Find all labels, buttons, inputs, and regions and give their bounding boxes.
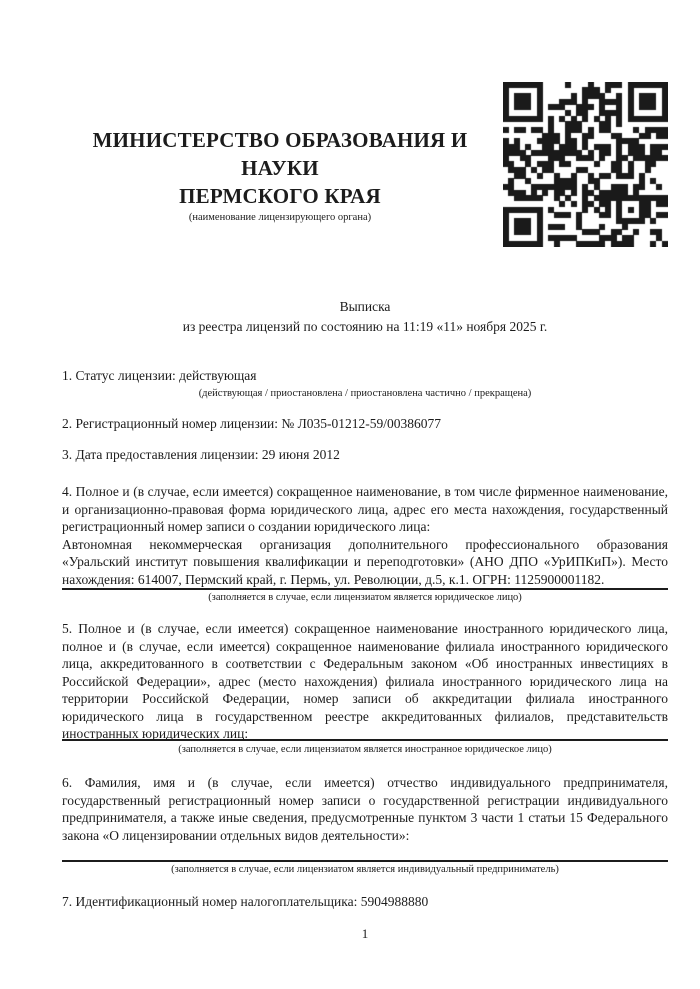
item-4-caption: (заполняется в случае, если лицензиатом является юридическое лицо): [208, 592, 522, 603]
item-4-licensee-value: Автономная некоммерческая организация дополнительного профессионального образования «Уральский институт повышения квалификации и переподготовки» (АНО ДПО «УрИПКиП»). Место нахождения: 614007, Пермский край, г. Пермь, ул. Революции, д.5, к.1. ОГРН: 1125900001182.: [62, 536, 668, 587]
item-6-entrepreneur: 6. Фамилия, имя и (в случае, если имеется) отчество индивидуального предпринимателя, государственный регистрационный номер записи о государственной регистрации индивидуального предпринимателя, а также иные сведения, предусмотренные пунктом 3 части 1 статьи 15 Федерального закона «О лицензировании отдельных видов деятельности»:: [62, 775, 668, 843]
ministry-name-line1: МИНИСТЕРСТВО ОБРАЗОВАНИЯ И НАУКИ: [92, 128, 468, 180]
item-6-caption: (заполняется в случае, если лицензиатом является индивидуальный предприниматель): [171, 864, 559, 875]
ministry-name-line2: ПЕРМСКОГО КРАЯ: [179, 184, 381, 208]
extract-date-line: из реестра лицензий по состоянию на 11:19 «11» ноября 2025 г.: [182, 318, 548, 334]
item-5-foreign-entity: 5. Полное и (в случае, если имеется) сокращенное наименование иностранного юридического лица, полное и (в случае, если имеется) сокращенное наименование филиала иностранного юридического лица, аккредитованного в соответствии с Федеральным законом «Об иностранных инвестициях в Российской Федерации», адрес (место нахождения) филиала иностранного юридического лица на территории Российской Федерации, номер записи об аккредитации филиала иностранного юридического лица в государственном реестре аккредитованных филиалов, представительств иностранных юридических лиц:: [62, 621, 668, 741]
item-4-fill-line: [62, 588, 668, 590]
extract-heading: [62, 297, 668, 336]
page-number: 1: [361, 926, 369, 941]
item-2-reg-number: 2. Регистрационный номер лицензии: № Л035-01212-59/00386077: [62, 416, 442, 431]
licensing-authority-caption: (наименование лицензирующего органа): [188, 212, 372, 223]
item-6-fill-line: [62, 860, 668, 862]
qr-code-icon: [503, 82, 668, 247]
item-4-legal-entity: [62, 483, 668, 588]
item-5-fill-line: [62, 739, 668, 741]
item-1-status: 1. Статус лицензии: действующая: [62, 368, 257, 383]
item-5-caption: (заполняется в случае, если лицензиатом является иностранное юридическое лицо): [178, 744, 552, 755]
item-3-grant-date: 3. Дата предоставления лицензии: 29 июня 2012: [62, 447, 340, 462]
item-7-inn: 7. Идентификационный номер налогоплательщика: 5904988880: [62, 894, 429, 909]
item-1-status-caption: (действующая / приостановлена / приостановлена частично / прекращена): [198, 388, 532, 399]
ministry-header: [62, 126, 498, 225]
item-4-statement: 4. Полное и (в случае, если имеется) сокращенное наименование, в том числе фирменное наименование, и организационно-правовая форма юридического лица, адрес его места нахождения, государственный регистрационный номер записи о создании юридического лица:: [62, 484, 668, 534]
extract-title: Выписка: [339, 299, 391, 314]
